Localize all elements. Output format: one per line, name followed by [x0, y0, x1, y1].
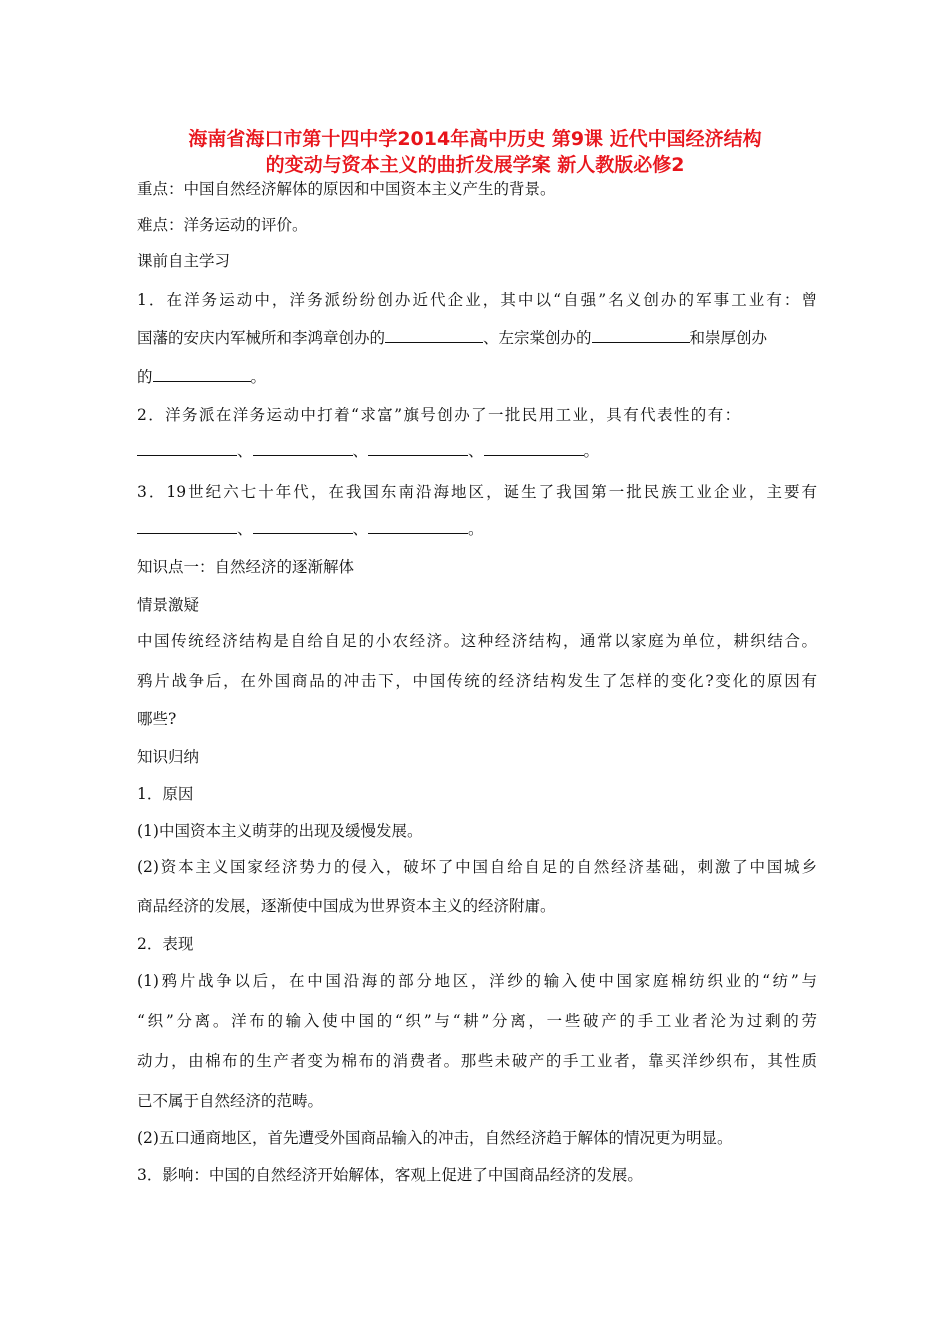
manifestation-item-2: (2)五口通商地区，首先遭受外国商品输入的冲击，自然经济趋于解体的情况更为明显。	[137, 1129, 733, 1147]
scenario-paragraph-line-1: 中国传统经济结构是自给自足的小农经济。这种经济结构，通常以家庭为单位，耕织结合。	[137, 632, 817, 650]
cause-item-2-line-1: (2)资本主义国家经济势力的侵入，破坏了中国自给自足的自然经济基础，刺激了中国城乡	[137, 858, 817, 876]
fill-blank[interactable]	[153, 367, 251, 382]
difficult-point: 难点：洋务运动的评价。	[137, 216, 308, 234]
key-point: 重点：中国自然经济解体的原因和中国资本主义产生的背景。	[137, 180, 556, 198]
separator: 、	[468, 442, 484, 460]
cause-item-2-line-2: 商品经济的发展，逐渐使中国成为世界资本主义的经济附庸。	[137, 897, 556, 915]
question-1-line-3	[137, 366, 817, 388]
fill-blank[interactable]	[253, 441, 353, 456]
summary-heading: 知识归纳	[137, 748, 200, 766]
cause-heading: 1．原因	[137, 785, 194, 803]
fill-blank[interactable]	[385, 328, 483, 343]
preview-heading: 课前自主学习	[137, 252, 231, 270]
cause-item-1: (1)中国资本主义萌芽的出现及缓慢发展。	[137, 822, 423, 840]
fill-blank[interactable]	[253, 519, 353, 534]
q1-text-d: 的	[137, 368, 153, 386]
q1-text-b: 、左宗棠创办的	[483, 329, 592, 347]
title-line-2: 的变动与资本主义的曲折发展学案 新人教版必修2	[265, 154, 685, 176]
manifestation-item-1-line-3: 动力，由棉布的生产者变为棉布的消费者。那些未破产的手工业者，靠买洋纱织布，其性质	[137, 1052, 817, 1070]
q1-text-c: 和崇厚创办	[689, 329, 768, 347]
question-3-line-1: 3．19世纪六七十年代，在我国东南沿海地区，诞生了我国第一批民族工业企业，主要有	[137, 483, 817, 501]
question-1-line-1: 1．在洋务运动中，洋务派纷纷创办近代企业，其中以“自强”名义创办的军事工业有：曾	[137, 291, 817, 309]
scenario-heading: 情景激疑	[137, 596, 200, 614]
q1-text-e: 。	[250, 368, 267, 386]
q1-text-a: 国藩的安庆内军械所和李鸿章创办的	[137, 329, 386, 347]
separator: 、	[352, 520, 369, 538]
manifestation-item-1-line-2: “织”分离。洋布的输入使中国的“织”与“耕”分离，一些破产的手工业者沦为过剩的劳	[137, 1012, 817, 1030]
fill-blank[interactable]	[137, 519, 237, 534]
manifestation-item-1-line-1: (1)鸦片战争以后，在中国沿海的部分地区，洋纱的输入使中国家庭棉纺织业的“纺”与	[137, 972, 817, 990]
end-mark: 。	[468, 520, 484, 538]
fill-blank[interactable]	[484, 441, 584, 456]
fill-blank[interactable]	[368, 441, 468, 456]
question-3-line-2	[137, 518, 817, 540]
question-2-line-1: 2．洋务派在洋务运动中打着“求富”旗号创办了一批民用工业，具有代表性的有：	[137, 406, 742, 424]
manifestation-heading: 2．表现	[137, 935, 194, 953]
question-2-line-2	[137, 440, 817, 462]
knowledge-point-heading: 知识点一：自然经济的逐渐解体	[137, 558, 355, 576]
question-1-line-2	[137, 327, 817, 349]
scenario-paragraph-line-2: 鸦片战争后，在外国商品的冲击下，中国传统的经济结构发生了怎样的变化?变化的原因有	[137, 672, 817, 690]
separator: 、	[237, 442, 253, 460]
fill-blank[interactable]	[137, 441, 237, 456]
separator: 、	[352, 442, 369, 460]
document-title	[80, 126, 870, 178]
title-line-1: 海南省海口市第十四中学2014年高中历史 第9课 近代中国经济结构	[188, 128, 762, 150]
scenario-paragraph-line-3: 哪些?	[137, 710, 177, 728]
fill-blank[interactable]	[368, 519, 468, 534]
fill-blank[interactable]	[592, 328, 690, 343]
manifestation-item-1-line-4: 已不属于自然经济的范畴。	[137, 1092, 324, 1110]
end-mark: 。	[583, 442, 600, 460]
impact-line: 3．影响：中国的自然经济开始解体，客观上促进了中国商品经济的发展。	[137, 1166, 643, 1184]
separator: 、	[237, 520, 253, 538]
